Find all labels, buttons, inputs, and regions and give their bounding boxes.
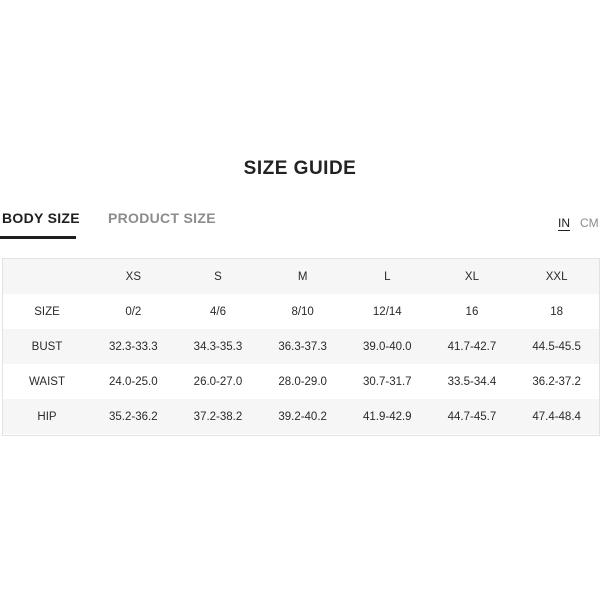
table-cell: 44.7-45.7 — [430, 399, 515, 434]
table-cell: 30.7-31.7 — [345, 364, 430, 399]
unit-toggle-in[interactable]: IN — [558, 216, 570, 230]
active-tab-underline — [0, 236, 76, 239]
table-cell: 33.5-34.4 — [430, 364, 515, 399]
size-table-container — [2, 258, 600, 436]
table-cell: 37.2-38.2 — [176, 399, 261, 434]
table-row — [3, 364, 599, 399]
size-table — [3, 259, 599, 434]
table-header-cell: XL — [430, 259, 515, 294]
row-label: SIZE — [3, 294, 91, 329]
tab-body-size[interactable]: BODY SIZE — [2, 210, 80, 226]
table-header-cell: L — [345, 259, 430, 294]
table-cell: 47.4-48.4 — [514, 399, 599, 434]
table-cell: 39.2-40.2 — [260, 399, 345, 434]
table-header-cell: S — [176, 259, 261, 294]
row-label: BUST — [3, 329, 91, 364]
table-cell: 41.7-42.7 — [430, 329, 515, 364]
table-cell: 34.3-35.3 — [176, 329, 261, 364]
table-header-cell: XS — [91, 259, 176, 294]
table-cell: 32.3-33.3 — [91, 329, 176, 364]
table-cell: 16 — [430, 294, 515, 329]
table-cell: 0/2 — [91, 294, 176, 329]
table-cell: 41.9-42.9 — [345, 399, 430, 434]
table-cell: 18 — [514, 294, 599, 329]
page-title: SIZE GUIDE — [243, 158, 357, 179]
table-header-row — [3, 259, 599, 294]
row-label: WAIST — [3, 364, 91, 399]
table-cell: 24.0-25.0 — [91, 364, 176, 399]
table-cell: 8/10 — [260, 294, 345, 329]
tabs-bar — [0, 204, 600, 240]
table-cell: 35.2-36.2 — [91, 399, 176, 434]
table-row — [3, 329, 599, 364]
table-header-cell — [3, 259, 91, 294]
table-cell: 44.5-45.5 — [514, 329, 599, 364]
table-cell: 36.2-37.2 — [514, 364, 599, 399]
table-row — [3, 399, 599, 434]
table-cell: 4/6 — [176, 294, 261, 329]
table-header-cell: M — [260, 259, 345, 294]
table-cell: 12/14 — [345, 294, 430, 329]
unit-toggle-cm[interactable]: CM — [580, 216, 599, 230]
table-cell: 39.0-40.0 — [345, 329, 430, 364]
table-cell: 36.3-37.3 — [260, 329, 345, 364]
tab-product-size[interactable]: PRODUCT SIZE — [108, 210, 216, 226]
table-header-cell: XXL — [514, 259, 599, 294]
table-row — [3, 294, 599, 329]
table-cell: 28.0-29.0 — [260, 364, 345, 399]
row-label: HIP — [3, 399, 91, 434]
table-cell: 26.0-27.0 — [176, 364, 261, 399]
